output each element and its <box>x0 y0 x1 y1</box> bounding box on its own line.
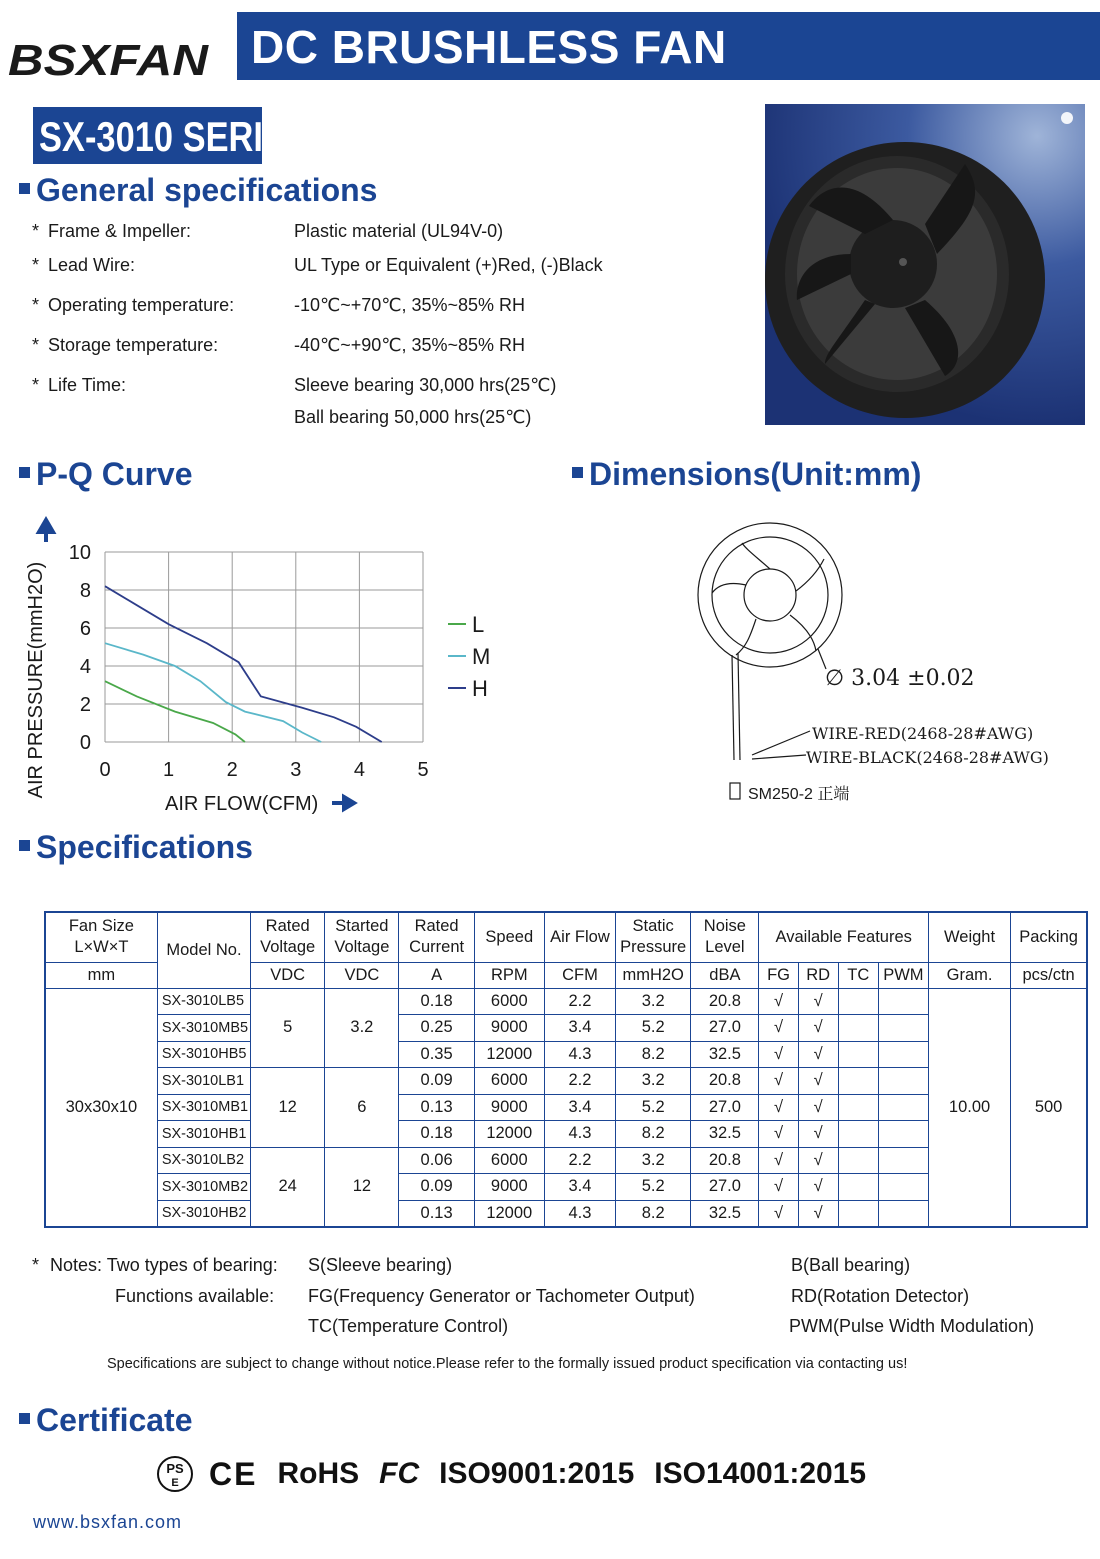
cell-current: 0.18 <box>399 1121 474 1148</box>
cell-noise: 27.0 <box>691 1015 759 1042</box>
cell-current: 0.06 <box>399 1147 474 1174</box>
cell-model: SX-3010HB2 <box>157 1200 250 1227</box>
general-spec-heading: General specifications <box>19 172 377 209</box>
pq-curve-chart <box>25 510 530 830</box>
notes-rd: RD(Rotation Detector) <box>791 1286 970 1306</box>
cell-current: 0.35 <box>399 1041 474 1068</box>
cell-pwm <box>878 1015 928 1042</box>
cell-fg-check: √ <box>759 1015 798 1042</box>
cell-current: 0.25 <box>399 1015 474 1042</box>
header-rated-voltage: Rated Voltage <box>251 912 325 962</box>
cell-fg-check: √ <box>759 1147 798 1174</box>
cell-tc <box>838 1174 878 1201</box>
ce-mark: CE <box>209 1455 258 1492</box>
cell-model: SX-3010HB1 <box>157 1121 250 1148</box>
cell-static-pressure: 3.2 <box>616 988 691 1015</box>
specifications-heading: Specifications <box>19 829 253 866</box>
table-header-row <box>45 912 1087 962</box>
cell-model: SX-3010LB5 <box>157 988 250 1015</box>
spec-value-ball-life: Ball bearing 50,000 hrs(25℃) <box>294 407 532 427</box>
cell-air-flow: 3.4 <box>544 1094 615 1121</box>
unit-current: A <box>399 962 474 988</box>
cell-model: SX-3010MB5 <box>157 1015 250 1042</box>
cell-fg-check: √ <box>759 1200 798 1227</box>
cell-pwm <box>878 1041 928 1068</box>
certificate-logos <box>155 1450 886 1498</box>
wire-red-label: WIRE-RED(2468-28#AWG) <box>812 724 1034 743</box>
header-model-no: Model No. <box>157 912 250 988</box>
header-title: DC BRUSHLESS FAN <box>251 21 727 73</box>
cell-noise: 20.8 <box>691 1147 759 1174</box>
cell-rd-check: √ <box>798 1015 838 1042</box>
cell-rd-check: √ <box>798 1147 838 1174</box>
spec-label-frame: * Frame & Impeller: <box>32 221 192 241</box>
unit-fg: FG <box>759 962 798 988</box>
pse-mark-icon <box>155 1454 195 1494</box>
dimensions-heading: Dimensions(Unit:mm) <box>572 456 921 493</box>
certificate-heading: Certificate <box>19 1402 193 1439</box>
cell-pwm <box>878 1068 928 1095</box>
cell-tc <box>838 1094 878 1121</box>
series-line-M <box>105 643 321 742</box>
notes-fg: FG(Frequency Generator or Tachometer Output) <box>308 1286 695 1306</box>
x-tick-label: 0 <box>99 759 111 781</box>
y-axis-arrow-icon <box>39 520 53 542</box>
cell-current: 0.09 <box>399 1174 474 1201</box>
x-tick-label: 5 <box>417 759 429 781</box>
unit-size: mm <box>45 962 157 988</box>
series-badge <box>33 107 309 164</box>
cell-noise: 27.0 <box>691 1094 759 1121</box>
cell-started-voltage: 6 <box>325 1068 399 1148</box>
y-tick-label: 8 <box>79 580 91 602</box>
cell-air-flow: 4.3 <box>544 1200 615 1227</box>
cell-fg-check: √ <box>759 1041 798 1068</box>
cell-air-flow: 3.4 <box>544 1174 615 1201</box>
spec-label-lead-wire: * Lead Wire: <box>32 255 136 275</box>
cell-noise: 20.8 <box>691 1068 759 1095</box>
cell-weight: 10.00 <box>928 988 1010 1227</box>
cell-speed: 9000 <box>474 1015 544 1042</box>
unit-weight: Gram. <box>928 962 1010 988</box>
cell-current: 0.18 <box>399 988 474 1015</box>
cell-fg-check: √ <box>759 1068 798 1095</box>
header-speed: Speed <box>474 912 544 962</box>
cell-model: SX-3010LB2 <box>157 1147 250 1174</box>
x-axis-label: AIR FLOW(CFM) <box>165 793 319 815</box>
cell-pwm <box>878 1147 928 1174</box>
cell-speed: 12000 <box>474 1041 544 1068</box>
cell-speed: 9000 <box>474 1094 544 1121</box>
header-noise-level: Noise Level <box>691 912 759 962</box>
pq-curve-heading: P-Q Curve <box>19 456 192 493</box>
cell-tc <box>838 1121 878 1148</box>
series-line-H <box>105 586 382 742</box>
cell-air-flow: 4.3 <box>544 1041 615 1068</box>
cell-rated-voltage: 12 <box>251 1068 325 1148</box>
cell-tc <box>838 1015 878 1042</box>
header-band <box>237 12 1100 80</box>
header-rated-current: Rated Current <box>399 912 474 962</box>
fan-photo <box>765 104 1085 425</box>
unit-pwm: PWM <box>878 962 928 988</box>
y-axis-label: AIR PRESSURE(mmH2O) <box>25 561 47 799</box>
cell-rd-check: √ <box>798 1068 838 1095</box>
cell-current: 0.09 <box>399 1068 474 1095</box>
svg-text:E: E <box>171 1477 179 1489</box>
cell-static-pressure: 8.2 <box>616 1200 691 1227</box>
header-started-voltage: Started Voltage <box>325 912 399 962</box>
diameter-label: ∅ 3.04 ±0.02 <box>825 666 975 691</box>
x-tick-label: 4 <box>353 759 365 781</box>
unit-tc: TC <box>838 962 878 988</box>
x-tick-label: 2 <box>226 759 238 781</box>
bsxfan-logo <box>8 34 213 85</box>
rohs-mark: RoHS <box>277 1457 360 1490</box>
cell-rd-check: √ <box>798 1121 838 1148</box>
cell-air-flow: 4.3 <box>544 1121 615 1148</box>
logo-text: BSXFAN <box>8 36 210 85</box>
cell-packing: 500 <box>1011 988 1087 1227</box>
cell-pwm <box>878 1094 928 1121</box>
cell-model: SX-3010MB2 <box>157 1174 250 1201</box>
fcc-mark: FC <box>379 1457 420 1490</box>
cell-speed: 12000 <box>474 1121 544 1148</box>
x-tick-label: 3 <box>290 759 302 781</box>
y-tick-label: 0 <box>79 732 91 754</box>
cell-rd-check: √ <box>798 1200 838 1227</box>
legend-label-M: M <box>472 644 491 669</box>
spec-label-life-time: * Life Time: <box>32 375 127 395</box>
spec-value-storage-temp: -40℃~+90℃, 35%~85% RH <box>294 335 526 355</box>
iso14001-mark: ISO14001:2015 <box>654 1457 867 1490</box>
legend-label-H: H <box>472 676 488 701</box>
cell-model: SX-3010HB5 <box>157 1041 250 1068</box>
cell-air-flow: 2.2 <box>544 1068 615 1095</box>
cell-noise: 32.5 <box>691 1200 759 1227</box>
cell-tc <box>838 1068 878 1095</box>
header-static-pressure: Static Pressure <box>616 912 691 962</box>
cell-static-pressure: 3.2 <box>616 1147 691 1174</box>
table-row <box>45 988 1087 1015</box>
cell-noise: 32.5 <box>691 1041 759 1068</box>
cell-air-flow: 3.4 <box>544 1015 615 1042</box>
cell-speed: 6000 <box>474 1068 544 1095</box>
cell-static-pressure: 5.2 <box>616 1015 691 1042</box>
spec-value-frame: Plastic material (UL94V-0) <box>294 221 504 241</box>
cell-air-flow: 2.2 <box>544 988 615 1015</box>
disclaimer: Specifications are subject to change without notice.Please refer to the formally issued product specification via contacting us! <box>107 1356 908 1372</box>
cell-tc <box>838 988 878 1015</box>
cell-noise: 32.5 <box>691 1121 759 1148</box>
connector-label: SM250-2 正端 <box>748 786 850 803</box>
website-link[interactable]: www.bsxfan.com <box>33 1512 183 1532</box>
cell-static-pressure: 8.2 <box>616 1041 691 1068</box>
cell-pwm <box>878 988 928 1015</box>
wire-black-label: WIRE-BLACK(2468-28#AWG) <box>806 748 1049 767</box>
cell-rd-check: √ <box>798 1094 838 1121</box>
series-line-L <box>105 681 245 742</box>
unit-flow: CFM <box>544 962 615 988</box>
unit-started-voltage: VDC <box>325 962 399 988</box>
header-air-flow: Air Flow <box>544 912 615 962</box>
y-tick-label: 6 <box>79 618 91 640</box>
cell-speed: 9000 <box>474 1174 544 1201</box>
cell-rated-voltage: 24 <box>251 1147 325 1227</box>
unit-speed: RPM <box>474 962 544 988</box>
cell-rd-check: √ <box>798 988 838 1015</box>
cell-fan-size: 30x30x10 <box>45 988 157 1227</box>
series-title: SX-3010 SERIES <box>39 113 309 160</box>
dimensions-drawing <box>690 515 1070 815</box>
svg-text:PS: PS <box>166 1461 184 1476</box>
legend-label-L: L <box>472 612 485 637</box>
specifications-table <box>44 911 1088 1228</box>
cell-rd-check: √ <box>798 1041 838 1068</box>
cell-fg-check: √ <box>759 1174 798 1201</box>
iso9001-mark: ISO9001:2015 <box>439 1457 635 1490</box>
cell-pwm <box>878 1200 928 1227</box>
unit-rated-voltage: VDC <box>251 962 325 988</box>
notes-tc: TC(Temperature Control) <box>308 1316 509 1336</box>
cell-pwm <box>878 1121 928 1148</box>
cell-model: SX-3010MB1 <box>157 1094 250 1121</box>
cell-static-pressure: 8.2 <box>616 1121 691 1148</box>
cell-current: 0.13 <box>399 1200 474 1227</box>
cell-tc <box>838 1041 878 1068</box>
spec-value-lead-wire: UL Type or Equivalent (+)Red, (-)Black <box>294 255 603 275</box>
cell-static-pressure: 5.2 <box>616 1094 691 1121</box>
y-tick-label: 4 <box>79 656 91 678</box>
spec-value-operating-temp: -10℃~+70℃, 35%~85% RH <box>294 295 526 315</box>
cell-fg-check: √ <box>759 1121 798 1148</box>
spec-value-sleeve-life: Sleeve bearing 30,000 hrs(25℃) <box>294 375 557 395</box>
cell-fg-check: √ <box>759 1094 798 1121</box>
notes-ball: B(Ball bearing) <box>791 1255 911 1275</box>
x-tick-label: 1 <box>163 759 175 781</box>
header-fan-size: Fan Size L×W×T <box>45 912 157 962</box>
cell-model: SX-3010LB1 <box>157 1068 250 1095</box>
notes-sleeve: S(Sleeve bearing) <box>308 1255 453 1275</box>
notes-pwm: PWM(Pulse Width Modulation) <box>789 1316 1035 1336</box>
notes-bearing-label: * Notes: Two types of bearing: <box>32 1255 278 1275</box>
header-available-features: Available Features <box>759 912 928 962</box>
cell-tc <box>838 1200 878 1227</box>
unit-pressure: mmH2O <box>616 962 691 988</box>
header-weight: Weight <box>928 912 1010 962</box>
notes-functions-label: Functions available: <box>115 1286 275 1306</box>
cell-noise: 27.0 <box>691 1174 759 1201</box>
cell-current: 0.13 <box>399 1094 474 1121</box>
y-tick-label: 10 <box>68 542 91 564</box>
cell-speed: 6000 <box>474 1147 544 1174</box>
cell-speed: 6000 <box>474 988 544 1015</box>
cell-static-pressure: 3.2 <box>616 1068 691 1095</box>
cell-started-voltage: 12 <box>325 1147 399 1227</box>
cell-noise: 20.8 <box>691 988 759 1015</box>
header-packing: Packing <box>1011 912 1087 962</box>
cell-pwm <box>878 1174 928 1201</box>
cell-fg-check: √ <box>759 988 798 1015</box>
cell-rated-voltage: 5 <box>251 988 325 1068</box>
unit-packing: pcs/ctn <box>1011 962 1087 988</box>
cell-air-flow: 2.2 <box>544 1147 615 1174</box>
spec-label-operating-temp: * Operating temperature: <box>32 295 235 315</box>
cell-started-voltage: 3.2 <box>325 988 399 1068</box>
cell-rd-check: √ <box>798 1174 838 1201</box>
y-tick-label: 2 <box>79 694 91 716</box>
spec-label-storage-temp: * Storage temperature: <box>32 335 219 355</box>
cell-tc <box>838 1147 878 1174</box>
x-axis-arrow-icon <box>332 797 354 809</box>
unit-rd: RD <box>798 962 838 988</box>
cell-speed: 12000 <box>474 1200 544 1227</box>
cell-static-pressure: 5.2 <box>616 1174 691 1201</box>
unit-noise: dBA <box>691 962 759 988</box>
